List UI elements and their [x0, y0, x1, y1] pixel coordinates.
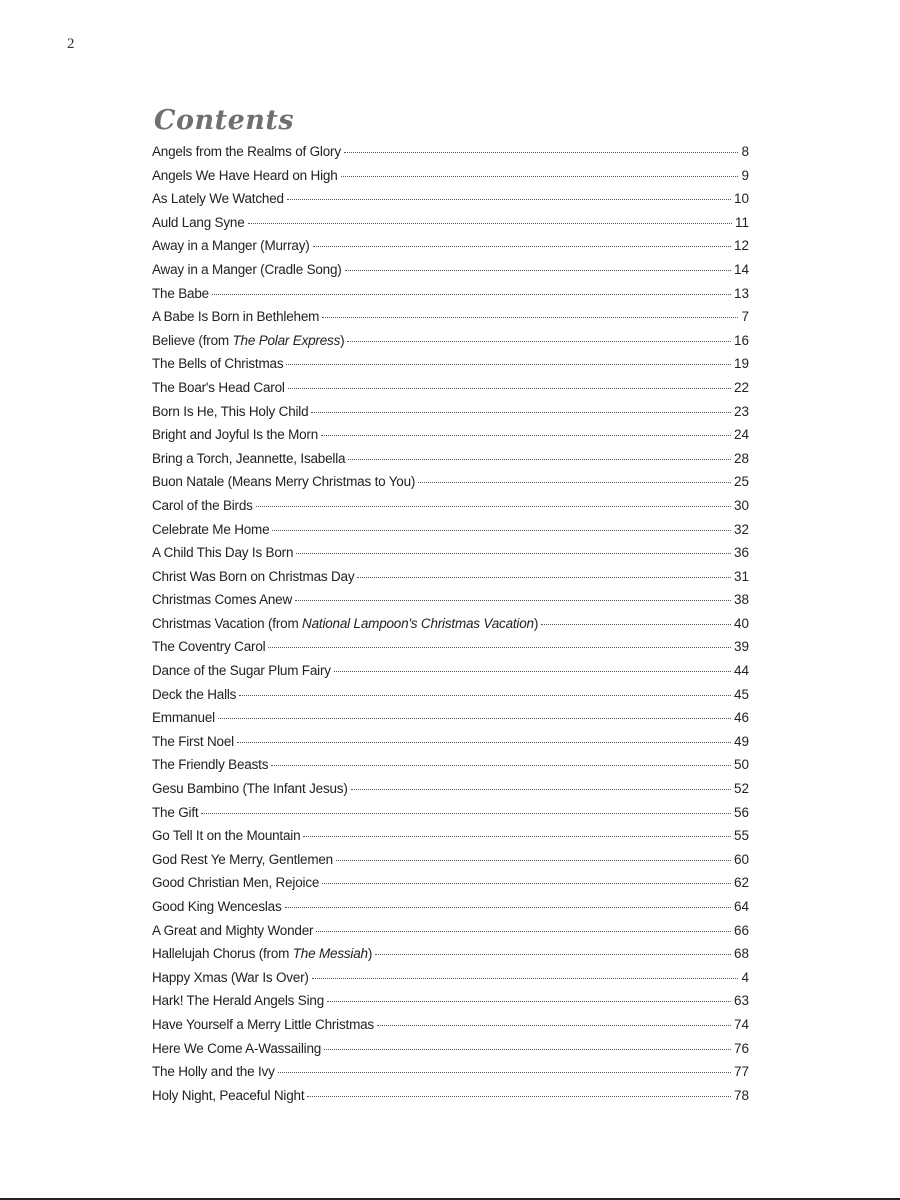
toc-entry[interactable] — [152, 404, 749, 428]
toc-dot-leader — [344, 152, 739, 153]
toc-entry-title — [152, 451, 345, 466]
toc-dot-leader — [288, 388, 731, 389]
toc-entry[interactable] — [152, 144, 749, 168]
toc-dot-leader — [324, 1049, 731, 1050]
toc-entry-title — [152, 687, 236, 702]
toc-entry-title — [152, 404, 308, 419]
toc-entry-title-text: Hallelujah Chorus (from — [152, 946, 293, 962]
toc-entry-page-number: 28 — [733, 450, 749, 466]
toc-entry-title-text: Angels from the Realms of Glory — [152, 144, 341, 159]
toc-entry[interactable] — [152, 356, 749, 380]
toc-entry-title — [152, 805, 198, 820]
toc-entry-title-text: ) — [533, 615, 539, 631]
toc-entry-title-text: The Babe — [152, 285, 209, 301]
toc-entry[interactable] — [152, 710, 749, 734]
toc-entry-title-text: Good Christian Men, Rejoice — [152, 875, 320, 891]
toc-entry-page-number: 46 — [733, 710, 749, 726]
toc-entry-title-text: A Babe Is Born in Bethlehem — [152, 309, 320, 325]
toc-entry-page-number: 39 — [733, 639, 749, 655]
toc-entry[interactable] — [152, 687, 749, 711]
toc-entry-page-number: 9 — [741, 167, 749, 183]
toc-entry-page-number: 76 — [733, 1040, 749, 1056]
toc-entry-page-number: 11 — [734, 214, 749, 230]
toc-entry[interactable] — [152, 970, 749, 994]
toc-dot-leader — [322, 317, 738, 318]
toc-entry-page-number: 40 — [733, 615, 749, 631]
toc-entry-title-text: Bright and Joyful Is the Morn — [152, 427, 319, 443]
toc-entry-page-number: 36 — [733, 545, 749, 561]
toc-entry[interactable] — [152, 1041, 749, 1065]
toc-entry-title-text: God Rest Ye Merry, Gentlemen — [152, 851, 333, 867]
toc-entry-page-number: 55 — [733, 828, 749, 844]
toc-entry-title — [152, 545, 293, 560]
toc-entry-page-number: 44 — [733, 663, 749, 679]
toc-entry[interactable] — [152, 923, 749, 947]
toc-entry[interactable] — [152, 380, 749, 404]
toc-entry[interactable] — [152, 616, 749, 640]
toc-entry[interactable] — [152, 757, 749, 781]
toc-entry[interactable] — [152, 1017, 749, 1041]
toc-dot-leader — [321, 435, 731, 436]
toc-entry-title — [152, 828, 300, 843]
toc-entry[interactable] — [152, 852, 749, 876]
toc-dot-leader — [256, 506, 731, 507]
toc-entry-title-text: Away in a Manger (Murray) — [152, 238, 310, 254]
toc-entry-title — [152, 168, 338, 183]
toc-entry-page-number: 66 — [733, 922, 749, 938]
toc-entry-title-text: Angels We Have Heard on High — [152, 167, 338, 183]
toc-entry[interactable] — [152, 875, 749, 899]
toc-dot-leader — [271, 765, 731, 766]
toc-entry[interactable] — [152, 993, 749, 1017]
toc-entry[interactable] — [152, 451, 749, 475]
toc-entry-title-text: The Friendly Beasts — [152, 757, 269, 773]
toc-entry-page-number: 8 — [741, 144, 749, 159]
toc-dot-leader — [307, 1096, 731, 1097]
toc-entry-title-text: Dance of the Sugar Plum Fairy — [152, 663, 331, 679]
toc-entry-title — [152, 1064, 275, 1079]
toc-entry-title-text: The Holly and the Ivy — [152, 1064, 275, 1080]
toc-entry-title-text: Deck the Halls — [152, 686, 237, 702]
toc-entry-title-italic: The Polar Express — [232, 332, 341, 348]
toc-dot-leader — [351, 789, 731, 790]
toc-entry-title — [152, 757, 268, 772]
toc-entry-title — [152, 474, 415, 489]
table-of-contents — [152, 104, 749, 1111]
toc-entry-page-number: 60 — [733, 851, 749, 867]
toc-entry-title-text: ) — [340, 332, 345, 348]
toc-entry-page-number: 16 — [733, 332, 749, 348]
toc-entry-title — [152, 333, 344, 348]
toc-dot-leader — [272, 530, 731, 531]
toc-entry-page-number: 62 — [733, 875, 749, 891]
toc-entry-title — [152, 993, 324, 1008]
toc-entry-title — [152, 946, 372, 961]
toc-entry-title-text: Auld Lang Syne — [152, 214, 245, 230]
toc-entry-title-text: Away in a Manger (Cradle Song) — [152, 261, 342, 277]
toc-entry-title — [152, 380, 285, 395]
toc-entry-title-text: Go Tell It on the Mountain — [152, 828, 301, 844]
toc-entry[interactable] — [152, 498, 749, 522]
toc-entry[interactable] — [152, 522, 749, 546]
toc-entry-title — [152, 1041, 321, 1056]
toc-entry[interactable] — [152, 899, 749, 923]
toc-entry[interactable] — [152, 427, 749, 451]
toc-dot-leader — [201, 813, 731, 814]
toc-entry-title-text: Holy Night, Peaceful Night — [152, 1087, 305, 1103]
toc-dot-leader — [541, 624, 731, 625]
toc-entry[interactable] — [152, 333, 749, 357]
toc-entry-title-text: Believe (from — [152, 332, 233, 348]
toc-entry-title-text: Happy Xmas (War Is Over) — [152, 969, 309, 985]
toc-dot-leader — [286, 364, 731, 365]
toc-dot-leader — [239, 695, 731, 696]
toc-entry[interactable] — [152, 215, 749, 239]
toc-entry-title-text: Celebrate Me Home — [152, 521, 270, 537]
toc-entry-title — [152, 734, 234, 749]
toc-entry[interactable] — [152, 309, 749, 333]
toc-entry-page-number: 64 — [733, 899, 749, 914]
toc-entry[interactable] — [152, 238, 749, 262]
toc-entry-title — [152, 569, 354, 584]
toc-entry-page-number: 50 — [733, 757, 749, 773]
toc-entry-page-number: 77 — [733, 1064, 749, 1080]
toc-dot-leader — [341, 176, 739, 177]
toc-entry-title-text: Born Is He, This Holy Child — [152, 403, 309, 419]
toc-entry-title — [152, 899, 282, 914]
toc-entry-title-text: Bring a Torch, Jeannette, Isabella — [152, 450, 346, 466]
toc-dot-leader — [237, 742, 731, 743]
toc-entry[interactable] — [152, 734, 749, 758]
toc-entry-page-number: 10 — [733, 191, 749, 207]
toc-dot-leader — [345, 270, 731, 271]
toc-dot-leader — [327, 1001, 731, 1002]
toc-entry-page-number: 24 — [733, 427, 749, 443]
toc-entry-title — [152, 286, 209, 301]
toc-entry[interactable] — [152, 663, 749, 687]
toc-entry-title-text: The Coventry Carol — [152, 639, 266, 655]
toc-entry-page-number: 14 — [733, 261, 749, 277]
toc-entry-page-number: 68 — [733, 946, 749, 962]
toc-dot-leader — [347, 341, 731, 342]
toc-dot-leader — [348, 459, 731, 460]
toc-entry-title — [152, 970, 309, 985]
toc-entry-title-text: The First Noel — [152, 733, 234, 749]
toc-entry-title — [152, 781, 348, 796]
toc-entry-page-number: 38 — [733, 592, 749, 608]
toc-entry[interactable] — [152, 828, 749, 852]
toc-entry-title-text: As Lately We Watched — [152, 191, 284, 207]
toc-entry[interactable] — [152, 569, 749, 593]
toc-dot-leader — [311, 412, 731, 413]
toc-dot-leader — [303, 836, 731, 837]
toc-entry-title — [152, 852, 333, 867]
toc-entry-page-number: 32 — [733, 521, 749, 537]
toc-entry-title — [152, 356, 283, 371]
toc-entry-title — [152, 639, 265, 654]
toc-entry-title — [152, 427, 318, 442]
toc-entry-title — [152, 238, 310, 253]
toc-entry[interactable] — [152, 639, 749, 663]
toc-dot-leader — [295, 600, 731, 601]
toc-entry-title — [152, 592, 292, 607]
toc-entry-title — [152, 522, 269, 537]
toc-entry[interactable] — [152, 286, 749, 310]
toc-entry-page-number: 31 — [733, 568, 749, 584]
toc-dot-leader — [285, 907, 731, 908]
toc-entry[interactable] — [152, 168, 749, 192]
toc-entry-title — [152, 710, 215, 725]
page-number: 2 — [67, 36, 75, 52]
toc-entry-page-number: 7 — [741, 309, 749, 325]
toc-entry-title-text: Gesu Bambino (The Infant Jesus) — [152, 781, 348, 797]
toc-dot-leader — [322, 883, 731, 884]
toc-dot-leader — [377, 1025, 731, 1026]
toc-entry-page-number: 22 — [733, 379, 749, 395]
toc-entry-page-number: 63 — [733, 993, 749, 1009]
toc-dot-leader — [218, 718, 731, 719]
toc-dot-leader — [375, 954, 731, 955]
toc-entry[interactable] — [152, 946, 749, 970]
toc-entry-page-number: 56 — [733, 804, 749, 820]
toc-entry-page-number: 78 — [733, 1087, 749, 1103]
toc-dot-leader — [357, 577, 731, 578]
toc-entry-title-text: Hark! The Herald Angels Sing — [152, 993, 324, 1009]
toc-entry-title-text: Emmanuel — [152, 710, 215, 726]
toc-entry-title-text: A Child This Day Is Born — [152, 545, 294, 561]
toc-entry[interactable] — [152, 545, 749, 569]
toc-dot-leader — [316, 931, 731, 932]
toc-dot-leader — [212, 294, 731, 295]
toc-entry[interactable] — [152, 1064, 749, 1088]
toc-entry-title — [152, 663, 331, 678]
toc-entry[interactable] — [152, 262, 749, 286]
toc-entry-title-text: Good King Wenceslas — [152, 899, 282, 914]
toc-entry-page-number: 30 — [733, 497, 749, 513]
toc-entry-page-number: 23 — [733, 403, 749, 419]
toc-list — [152, 144, 749, 1111]
toc-dot-leader — [287, 199, 731, 200]
toc-entry-title-italic: The Messiah — [292, 946, 368, 962]
toc-entry-title-text: Have Yourself a Merry Little Christmas — [152, 1016, 374, 1032]
toc-entry-page-number: 12 — [733, 238, 749, 254]
toc-entry-title — [152, 923, 313, 938]
toc-entry-page-number: 49 — [733, 733, 749, 749]
toc-entry-title — [152, 616, 538, 631]
toc-entry-title-text: The Boar's Head Carol — [152, 379, 285, 395]
toc-entry-title — [152, 215, 245, 230]
toc-entry-title — [152, 875, 319, 890]
toc-entry-page-number: 52 — [733, 781, 749, 797]
toc-entry-title-text: Christmas Comes Anew — [152, 592, 293, 608]
toc-entry-title-text: A Great and Mighty Wonder — [152, 922, 314, 938]
toc-entry[interactable] — [152, 805, 749, 829]
toc-entry-title-text: Christ Was Born on Christmas Day — [152, 568, 355, 584]
toc-entry-page-number: 45 — [733, 686, 749, 702]
toc-dot-leader — [296, 553, 731, 554]
toc-dot-leader — [418, 482, 731, 483]
toc-entry-title — [152, 262, 342, 277]
toc-entry-title — [152, 1088, 304, 1103]
toc-entry-title — [152, 1017, 374, 1032]
toc-entry-title — [152, 309, 319, 324]
toc-entry-page-number: 25 — [733, 474, 749, 490]
toc-entry-title — [152, 191, 284, 206]
toc-dot-leader — [336, 860, 731, 861]
toc-entry-page-number: 74 — [733, 1016, 749, 1032]
toc-entry[interactable] — [152, 781, 749, 805]
toc-entry[interactable] — [152, 1088, 749, 1112]
toc-entry-title-text: Christmas Vacation (from — [152, 615, 303, 631]
contents-heading: Contents — [154, 105, 295, 136]
toc-entry-title-text: Here We Come A-Wassailing — [152, 1040, 322, 1056]
toc-dot-leader — [278, 1072, 731, 1073]
toc-dot-leader — [313, 246, 731, 247]
toc-entry-title-text: Buon Natale (Means Merry Christmas to You) — [152, 474, 416, 490]
toc-entry[interactable] — [152, 592, 749, 616]
toc-entry[interactable] — [152, 474, 749, 498]
toc-entry-title-text: ) — [367, 946, 373, 962]
toc-entry-title-text: Carol of the Birds — [152, 497, 253, 513]
toc-dot-leader — [248, 223, 732, 224]
toc-dot-leader — [268, 647, 731, 648]
toc-entry-page-number: 19 — [733, 356, 749, 372]
toc-entry-title-text: The Bells of Christmas — [152, 356, 284, 372]
toc-entry[interactable] — [152, 191, 749, 215]
toc-entry-title — [152, 498, 253, 513]
toc-entry-title — [152, 144, 341, 159]
toc-entry-title-italic: National Lampoon's Christmas Vacation — [302, 615, 534, 631]
toc-entry-title-text: The Gift — [152, 804, 199, 820]
toc-entry-page-number: 13 — [733, 285, 749, 301]
toc-dot-leader — [312, 978, 739, 979]
toc-dot-leader — [334, 671, 731, 672]
toc-entry-page-number: 4 — [741, 969, 749, 985]
